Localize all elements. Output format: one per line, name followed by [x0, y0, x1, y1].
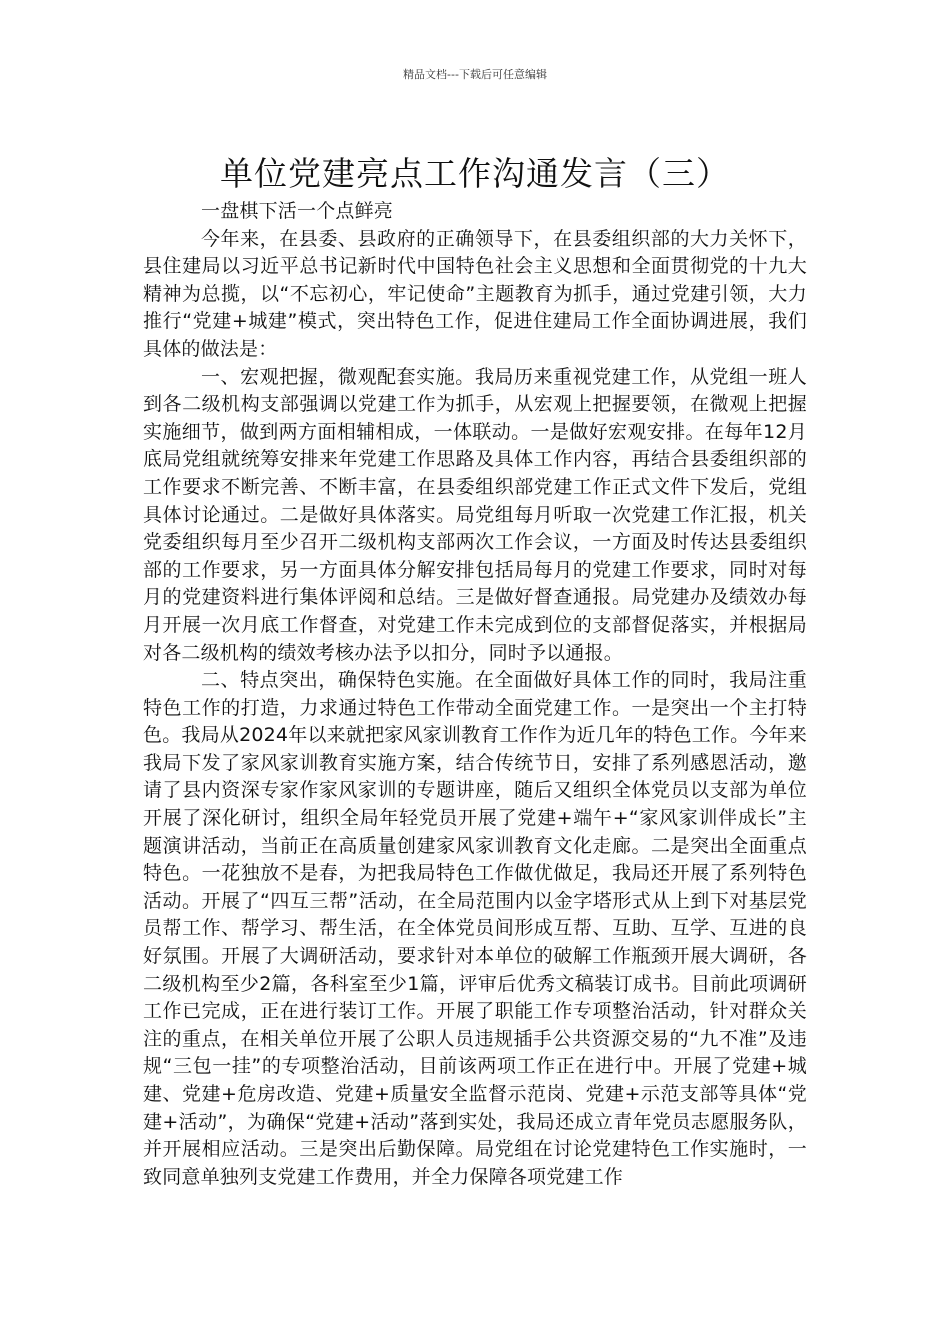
- document-title: 单位党建亮点工作沟通发言（三）: [220, 154, 730, 194]
- page-header-note: 精品文档---下载后可任意编辑: [403, 68, 547, 81]
- paragraph-intro: 今年来，在县委、县政府的正确领导下，在县委组织部的大力关怀下，县住建局以习近平总书记新时代中国特色社会主义思想和全面贯彻党的十九大精神为总揽，以“不忘初心，牢记使命”主题教育为抓手，通过党建引领，大力推行“党建+城建”模式，突出特色工作，促进住建局工作全面协调进展，我们具体的做法是：: [143, 227, 807, 360]
- paragraph-subtitle: 一盘棋下活一个点鲜亮: [201, 200, 394, 222]
- paragraph-section-1: 一、宏观把握，微观配套实施。我局历来重视党建工作，从党组一班人到各二级机构支部强调以党建工作为抓手，从宏观上把握要领，在微观上把握实施细节，做到两方面相辅相成，一体联动。一是做好宏观安排。在每年12月底局党组就统筹安排来年党建工作思路及具体工作内容，再结合县委组织部的工作要求不断完善、不断丰富，在县委组织部党建工作正式文件下发后，党组具体讨论通过。二是做好具体落实。局党组每月听取一次党建工作汇报，机关党委组织每月至少召开二级机构支部两次工作会议，一方面及时传达县委组织部的工作要求，另一方面具体分解安排包括局每月的党建工作要求，同时对每月的党建资料进行集体评阅和总结。三是做好督查通报。局党建办及绩效办每月开展一次月底工作督查，对党建工作未完成到位的支部督促落实，并根据局对各二级机构的绩效考核办法予以扣分，同时予以通报。: [143, 365, 807, 664]
- paragraph-section-2: 二、特点突出，确保特色实施。在全面做好具体工作的同时，我局注重特色工作的打造，力求通过特色工作带动全面党建工作。一是突出一个主打特色。我局从2024年以来就把家风家训教育工作作为近几年的特色工作。今年来我局下发了家风家训教育实施方案，结合传统节日，安排了系列感恩活动，邀请了县内资深专家作家风家训的专题讲座，随后又组织全体党员以支部为单位开展了深化研讨，组织全局年轻党员开展了党建+端午+“家风家训伴成长”主题演讲活动，当前正在高质量创建家风家训教育文化走廊。二是突出全面重点特色。一花独放不是春，为把我局特色工作做优做足，我局还开展了系列特色活动。开展了“四互三帮”活动，在全局范围内以金字塔形式从上到下对基层党员帮工作、帮学习、帮生活，在全体党员间形成互帮、互助、互学、互进的良好氛围。开展了大调研活动，要求针对本单位的破解工作瓶颈开展大调研，各二级机构至少2篇，各科室至少1篇，评审后优秀文稿装订成书。目前此项调研工作已完成，正在进行装订工作。开展了职能工作专项整治活动，针对群众关注的重点，在相关单位开展了公职人员违规插手公共资源交易的“九不准”及违规“三包一挂”的专项整治活动，目前该两项工作正在进行中。开展了党建+城建、党建+危房改造、党建+质量安全监督示范岗、党建+示范支部等具体“党建+活动”，为确保“党建+活动”落到实处，我局还成立青年党员志愿服务队，并开展相应活动。三是突出后勤保障。局党组在讨论党建特色工作实施时，一致同意单独列支党建工作费用，并全力保障各项党建工作: [143, 669, 807, 1188]
- document-body: [143, 198, 807, 1191]
